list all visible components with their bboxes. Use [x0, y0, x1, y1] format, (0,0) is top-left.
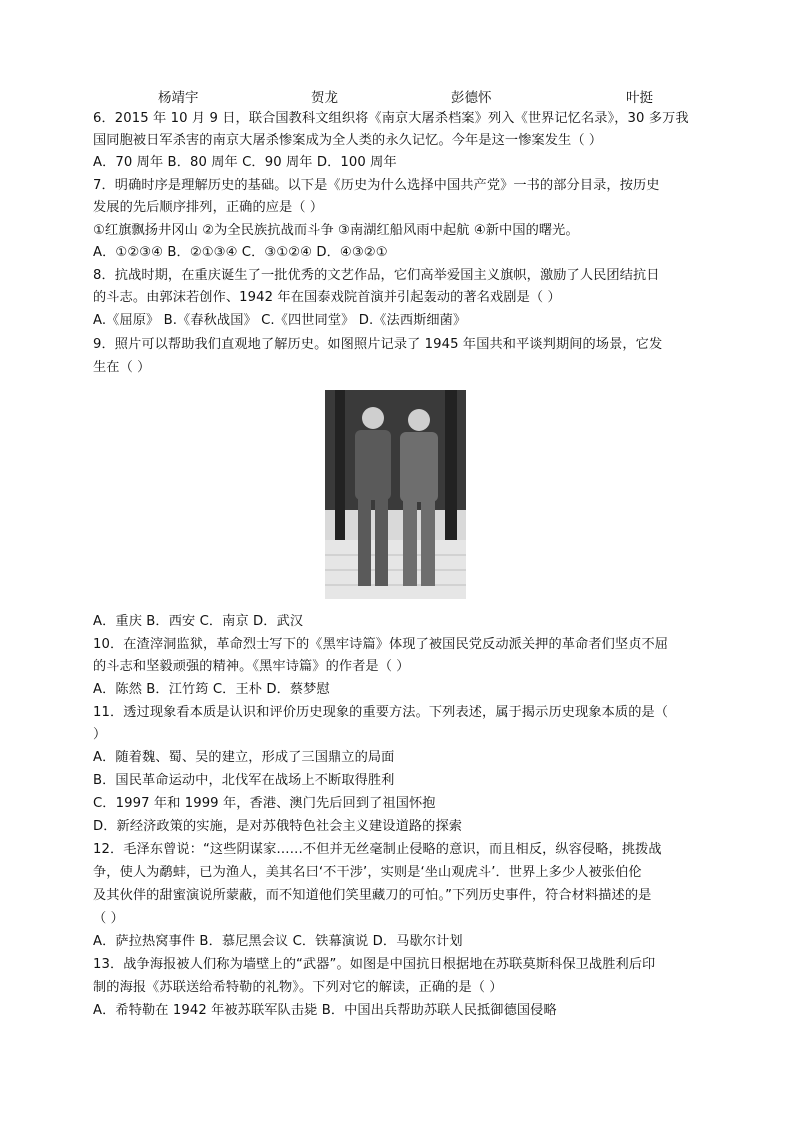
- q7-text: 发展的先后顺序排列，正确的应是（ ）: [93, 200, 324, 215]
- q11-option-d: D．新经济政策的实施，是对苏俄特色社会主义建设道路的探索: [93, 819, 463, 834]
- name-label: 彭德怀: [451, 90, 492, 106]
- q12-text: 争，使人为鹬蚌，已为渔人，美其名曰‘不干涉’，实则是‘坐山观虎斗’．世界上多少人被张伯伦: [93, 865, 642, 880]
- q6-text: 6．2015 年 10 月 9 日，联合国教科文组织将《南京大屠杀档案》列入《世界记忆名录》，30 多万我: [93, 111, 689, 126]
- name-label: 贺龙: [311, 90, 338, 106]
- q12-text: 及其伙伴的甜蜜演说所蒙蔽，而不知道他们笑里藏刀的可怕。”下列历史事件，符合材料描述的是: [93, 888, 652, 903]
- historical-photo: [325, 390, 466, 599]
- q9-text: 生在（ ）: [93, 360, 151, 375]
- q12-options: A．萨拉热窝事件 B．慕尼黑会议 C．铁幕演说 D．马歇尔计划: [93, 934, 463, 949]
- q9-options: A．重庆 B．西安 C．南京 D．武汉: [93, 614, 304, 629]
- q11-option-c: C．1997 年和 1999 年，香港、澳门先后回到了祖国怀抱: [93, 796, 436, 811]
- name-label: 叶挺: [626, 90, 653, 106]
- q7-items: ①红旗飘扬井冈山 ②为全民族抗战而斗争 ③南湖红船风雨中起航 ④新中国的曙光。: [93, 223, 579, 238]
- q9-text: 9．照片可以帮助我们直观地了解历史。如图照片记录了 1945 年国共和平谈判期间的场景，它发: [93, 337, 663, 352]
- q8-text: 的斗志。由郭沫若创作、1942 年在国泰戏院首演并引起轰动的著名戏剧是（ ）: [93, 290, 561, 305]
- q8-text: 8．抗战时期，在重庆诞生了一批优秀的文艺作品，它们高举爱国主义旗帜，激励了人民团结抗日: [93, 268, 660, 283]
- q7-text: 7．明确时序是理解历史的基础。以下是《历史为什么选择中国共产党》一书的部分目录，按历史: [93, 178, 660, 193]
- q12-text: 12．毛泽东曾说：“这些阴谋家……不但并无丝毫制止侵略的意识，而且相反，纵容侵略，挑拨战: [93, 842, 662, 857]
- q11-option-a: A．随着魏、蜀、吴的建立，形成了三国鼎立的局面: [93, 750, 395, 765]
- q10-text: 的斗志和坚毅顽强的精神。《黑牢诗篇》的作者是（ ）: [93, 659, 410, 674]
- q10-options: A．陈然 B．江竹筠 C．王朴 D．蔡梦慰: [93, 682, 330, 697]
- q12-text: （ ）: [93, 911, 124, 926]
- names-row: [0, 86, 794, 108]
- q13-options: A．希特勒在 1942 年被苏联军队击毙 B．中国出兵帮助苏联人民抵御德国侵略: [93, 1003, 557, 1018]
- q11-text: 11．透过现象看本质是认识和评价历史现象的重要方法。下列表述，属于揭示历史现象本质的是（: [93, 705, 669, 720]
- q7-options: A．①②③④ B．②①③④ C．③①②④ D．④③②①: [93, 245, 388, 260]
- q11-text: ）: [93, 727, 107, 742]
- q6-text: 国同胞被日军杀害的南京大屠杀惨案成为全人类的永久记忆。今年是这一惨案发生（ ）: [93, 133, 603, 148]
- q11-option-b: B．国民革命运动中，北伐军在战场上不断取得胜利: [93, 773, 395, 788]
- q13-text: 13．战争海报被人们称为墙壁上的“武器”。如图是中国抗日根据地在苏联莫斯科保卫战胜利后印: [93, 957, 656, 972]
- q13-text: 制的海报《苏联送给希特勒的礼物》。下列对它的解读，正确的是（ ）: [93, 980, 503, 995]
- q6-options: A．70 周年 B．80 周年 C．90 周年 D．100 周年: [93, 155, 397, 170]
- q8-options: A.《屈原》 B.《春秋战国》 C.《四世同堂》 D.《法西斯细菌》: [93, 313, 467, 328]
- q10-text: 10．在渣滓洞监狱，革命烈士写下的《黑牢诗篇》体现了被国民党反动派关押的革命者们坚贞不屈: [93, 637, 669, 652]
- name-label: 杨靖宇: [158, 90, 199, 106]
